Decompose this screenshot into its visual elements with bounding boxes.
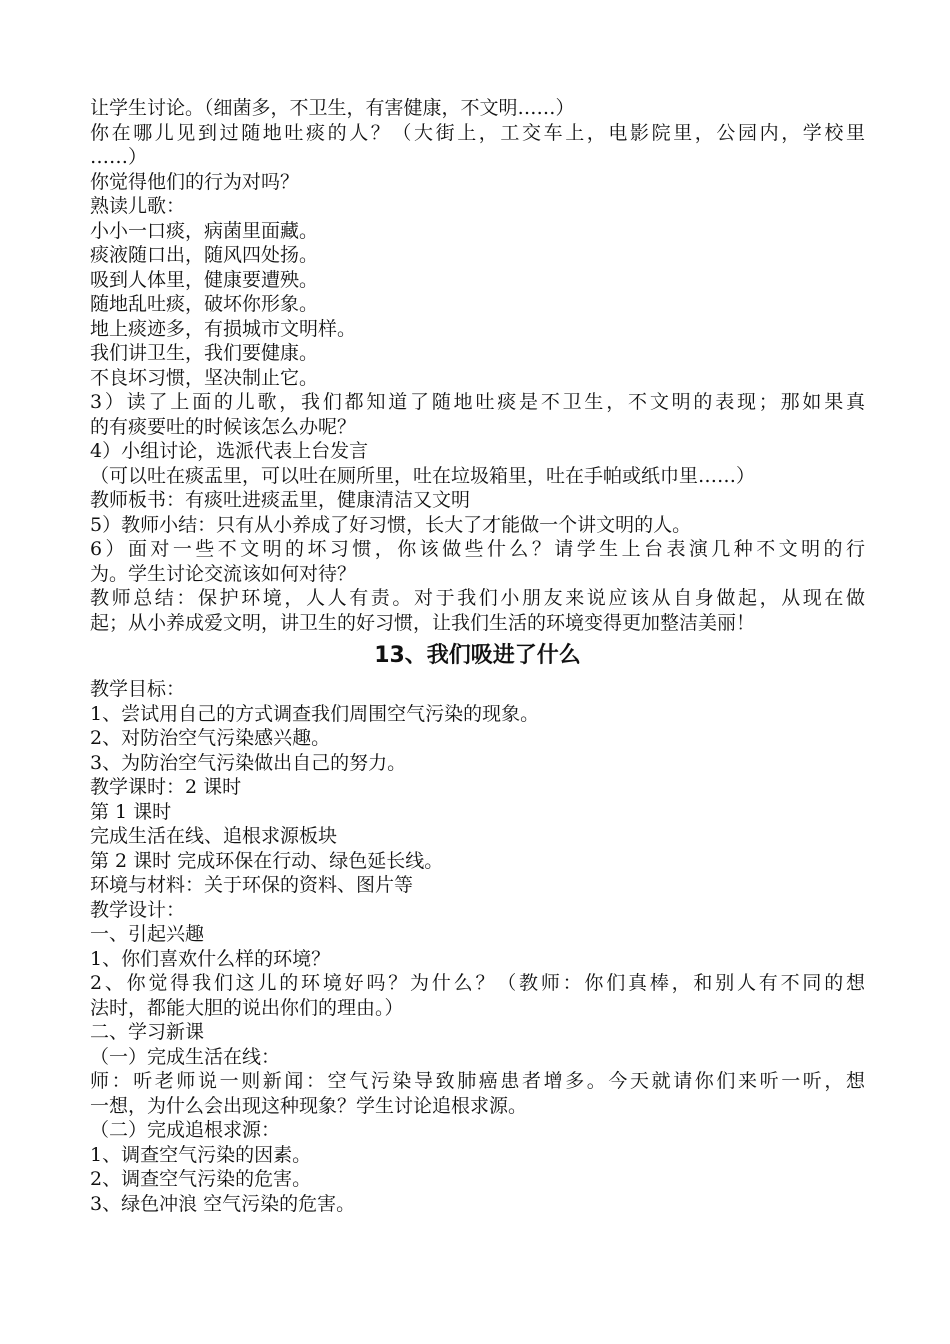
text-line: 教学课时：2 课时 bbox=[90, 776, 242, 798]
text-line: 3、绿色冲浪 空气污染的危害。 bbox=[90, 1192, 356, 1215]
text-line: 师：听老师说一则新闻：空气污染导致肺癌患者增多。今天就请你们来听一听，想 bbox=[90, 1070, 865, 1092]
text-line: 熟读儿歌： bbox=[90, 195, 186, 217]
text-line: 法时，都能大胆的说出你们的理由。） bbox=[90, 996, 404, 1019]
text-line: 3、为防治空气污染做出自己的努力。 bbox=[90, 751, 407, 774]
text-line: 让学生讨论。（细菌多，不卫生，有害健康，不文明……） bbox=[90, 97, 575, 119]
text-line: 你觉得他们的行为对吗？ bbox=[90, 170, 300, 193]
text-line: （可以吐在痰盂里，可以吐在厕所里，吐在垃圾箱里，吐在手帕或纸巾里……） bbox=[90, 464, 756, 487]
text-line: 起；从小养成爱文明，讲卫生的好习惯，让我们生活的环境变得更加整洁美丽！ bbox=[90, 611, 756, 634]
text-line: 教学设计： bbox=[90, 898, 186, 921]
document-body bbox=[90, 96, 865, 1216]
text-line: 你在哪儿见到过随地吐痰的人？（大街上，工交车上，电影院里，公园内，学校里 bbox=[90, 121, 865, 144]
text-line: 环境与材料：关于环保的资料、图片等 bbox=[90, 874, 414, 896]
text-line: 为。学生讨论交流该如何对待？ bbox=[90, 562, 357, 585]
text-line: 4）小组讨论，选派代表上台发言 bbox=[90, 440, 369, 462]
text-line: 不良坏习惯，坚决制止它。 bbox=[90, 366, 319, 389]
section-lesson-12-end bbox=[90, 96, 865, 635]
text-line: 吸到人体里，健康要遭殃。 bbox=[90, 268, 319, 291]
text-line: 3）读了上面的儿歌，我们都知道了随地吐痰是不卫生，不文明的表现；那如果真 bbox=[90, 391, 865, 413]
text-line: 第 2 课时 完成环保在行动、绿色延长线。 bbox=[90, 849, 444, 872]
text-line: 5）教师小结：只有从小养成了好习惯，长大了才能做一个讲文明的人。 bbox=[90, 513, 692, 536]
text-line: （二）完成追根求源： bbox=[90, 1119, 281, 1141]
section-heading: 13、我们吸进了什么 bbox=[374, 643, 581, 668]
text-line: 第 1 课时 bbox=[90, 800, 172, 823]
text-line: 2、调查空气污染的危害。 bbox=[90, 1168, 312, 1190]
text-line: 小小一口痰，病菌里面藏。 bbox=[90, 219, 319, 242]
text-line: 教师总结：保护环境，人人有责。对于我们小朋友来说应该从自身做起，从现在做 bbox=[90, 587, 865, 609]
section-lesson-13 bbox=[90, 677, 865, 1216]
text-line: 6）面对一些不文明的坏习惯，你该做些什么？请学生上台表演几种不文明的行 bbox=[90, 538, 865, 560]
text-line: 1、调查空气污染的因素。 bbox=[90, 1143, 312, 1166]
text-line: 地上痰迹多，有损城市文明样。 bbox=[90, 317, 357, 340]
text-line: 教师板书：有痰吐进痰盂里，健康清洁又文明 bbox=[90, 489, 471, 511]
text-line: 2、你觉得我们这儿的环境好吗？为什么？（教师：你们真棒，和别人有不同的想 bbox=[90, 972, 865, 994]
text-line: 教学目标： bbox=[90, 678, 186, 700]
text-line: 完成生活在线、追根求源板块 bbox=[90, 825, 338, 847]
text-line: 2、对防治空气污染感兴趣。 bbox=[90, 727, 331, 749]
text-line: 1、尝试用自己的方式调查我们周围空气污染的现象。 bbox=[90, 702, 540, 725]
text-line: （一）完成生活在线： bbox=[90, 1045, 281, 1068]
text-line: 1、你们喜欢什么样的环境？ bbox=[90, 947, 331, 970]
text-line: 一想，为什么会出现这种现象？学生讨论追根求源。 bbox=[90, 1094, 528, 1117]
text-line: 的有痰要吐的时候该怎么办呢？ bbox=[90, 415, 357, 438]
text-line: 我们讲卫生，我们要健康。 bbox=[90, 342, 319, 364]
text-line: ……） bbox=[90, 146, 148, 168]
text-line: 痰液随口出，随风四处扬。 bbox=[90, 244, 319, 266]
text-line: 二、学习新课 bbox=[90, 1021, 205, 1043]
text-line: 随地乱吐痰，破坏你形象。 bbox=[90, 293, 319, 315]
text-line: 一、引起兴趣 bbox=[90, 923, 205, 945]
